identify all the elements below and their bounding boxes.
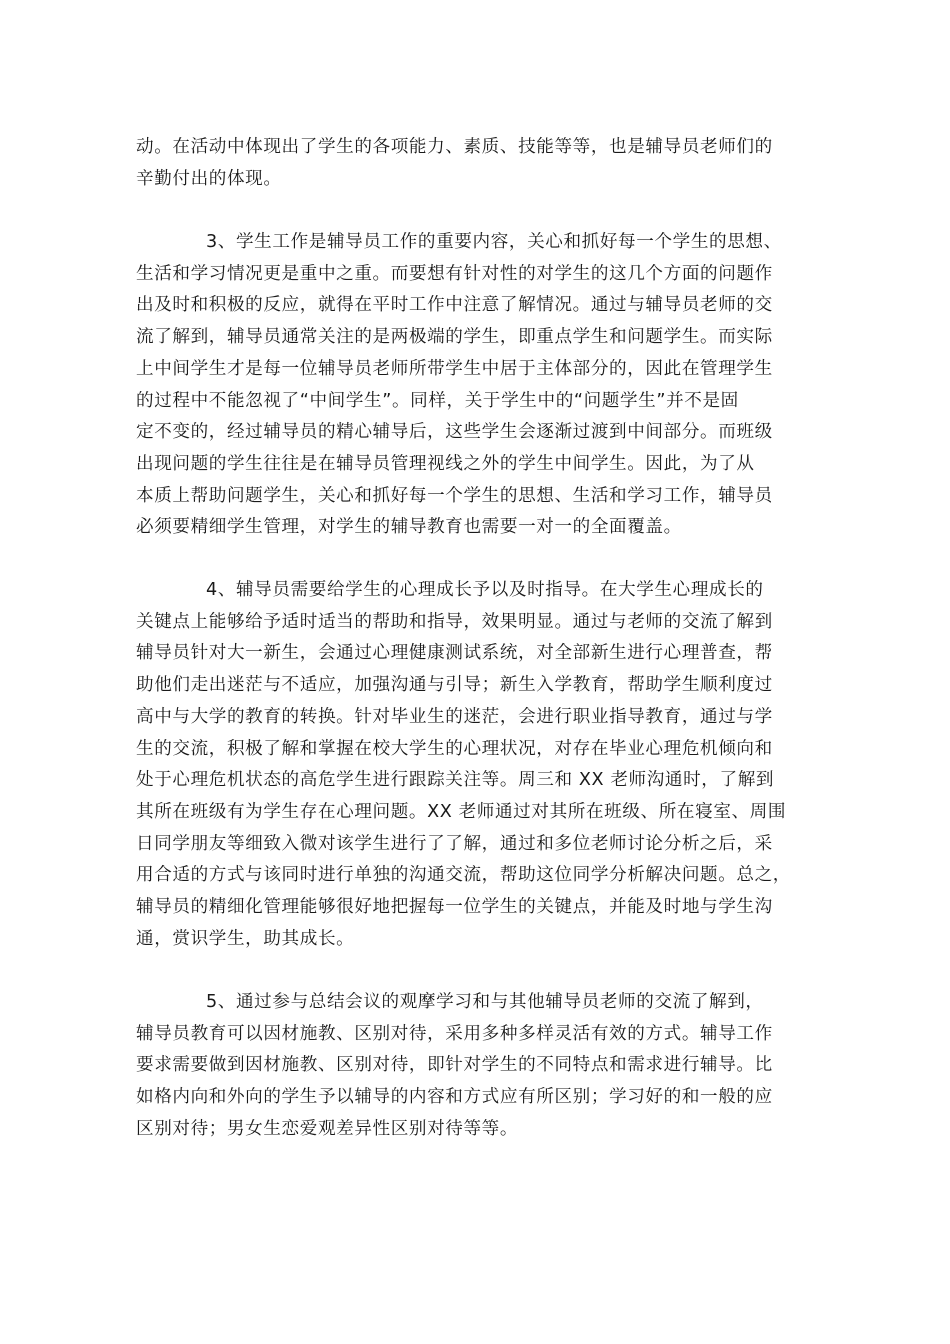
text-line: 日同学朋友等细致入微对该学生进行了了解，通过和多位老师讨论分析之后，采 (136, 833, 773, 854)
text-line: 辅导员的精细化管理能够很好地把握每一位学生的关键点，并能及时地与学生沟 (136, 897, 773, 918)
text-line: 辅导员教育可以因材施教、区别对待，采用多种多样灵活有效的方式。辅导工作 (136, 1023, 773, 1044)
text-line: 4、辅导员需要给学生的心理成长予以及时指导。在大学生心理成长的 (206, 580, 764, 600)
text-line: 定不变的，经过辅导员的精心辅导后，这些学生会逐渐过渡到中间部分。而班级 (136, 422, 773, 443)
text-line: 必须要精细学生管理，对学生的辅导教育也需要一对一的全面覆盖。 (136, 517, 682, 538)
text-line: 通，赏识学生，助其成长。 (136, 928, 355, 949)
paragraph-continuation (136, 132, 816, 195)
text-line: 流了解到，辅导员通常关注的是两极端的学生，即重点学生和问题学生。而实际 (136, 327, 773, 348)
paragraph-4 (136, 575, 816, 955)
paragraph-3 (136, 227, 816, 544)
text-line: 生活和学习情况更是重中之重。而要想有针对性的对学生的这几个方面的问题作 (136, 263, 773, 284)
text-line: 其所在班级有为学生存在心理问题。XX 老师通过对其所在班级、所在寝室、周围 (136, 801, 787, 822)
text-line: 3、学生工作是辅导员工作的重要内容，关心和抓好每一个学生的思想、 (206, 232, 782, 252)
text-line: 辛勤付出的体现。 (136, 168, 282, 189)
text-line: 动。在活动中体现出了学生的各项能力、素质、技能等等，也是辅导员老师们的 (136, 137, 773, 157)
text-line: 辅导员针对大一新生，会通过心理健康测试系统，对全部新生进行心理普查，帮 (136, 643, 773, 664)
text-line: 如格内向和外向的学生予以辅导的内容和方式应有所区别；学习好的和一般的应 (136, 1087, 773, 1108)
text-line: 5、通过参与总结会议的观摩学习和与其他辅导员老师的交流了解到， (206, 992, 764, 1012)
text-line: 出及时和积极的反应，就得在平时工作中注意了解情况。通过与辅导员老师的交 (136, 295, 773, 316)
text-line: 的过程中不能忽视了“中间学生”。同样，关于学生中的“问题学生”并不是固 (136, 390, 739, 411)
text-line: 出现问题的学生往往是在辅导员管理视线之外的学生中间学生。因此，为了从 (136, 453, 755, 474)
text-line: 生的交流，积极了解和掌握在校大学生的心理状况，对存在毕业心理危机倾向和 (136, 738, 773, 759)
text-line: 高中与大学的教育的转换。针对毕业生的迷茫，会进行职业指导教育，通过与学 (136, 706, 773, 727)
paragraph-5 (136, 987, 816, 1146)
text-line: 助他们走出迷茫与不适应，加强沟通与引导；新生入学教育，帮助学生顺利度过 (136, 675, 773, 696)
text-line: 用合适的方式与该同时进行单独的沟通交流，帮助这位同学分析解决问题。总之， (136, 865, 791, 886)
text-line: 上中间学生才是每一位辅导员老师所带学生中居于主体部分的，因此在管理学生 (136, 358, 773, 379)
text-line: 要求需要做到因材施教、区别对待，即针对学生的不同特点和需求进行辅导。比 (136, 1055, 773, 1076)
text-line: 区别对待；男女生恋爱观差异性区别对待等等。 (136, 1118, 519, 1139)
text-line: 处于心理危机状态的高危学生进行跟踪关注等。周三和 XX 老师沟通时，了解到 (136, 770, 775, 791)
text-line: 关键点上能够给予适时适当的帮助和指导，效果明显。通过与老师的交流了解到 (136, 611, 773, 632)
text-line: 本质上帮助问题学生，关心和抓好每一个学生的思想、生活和学习工作，辅导员 (136, 485, 773, 506)
